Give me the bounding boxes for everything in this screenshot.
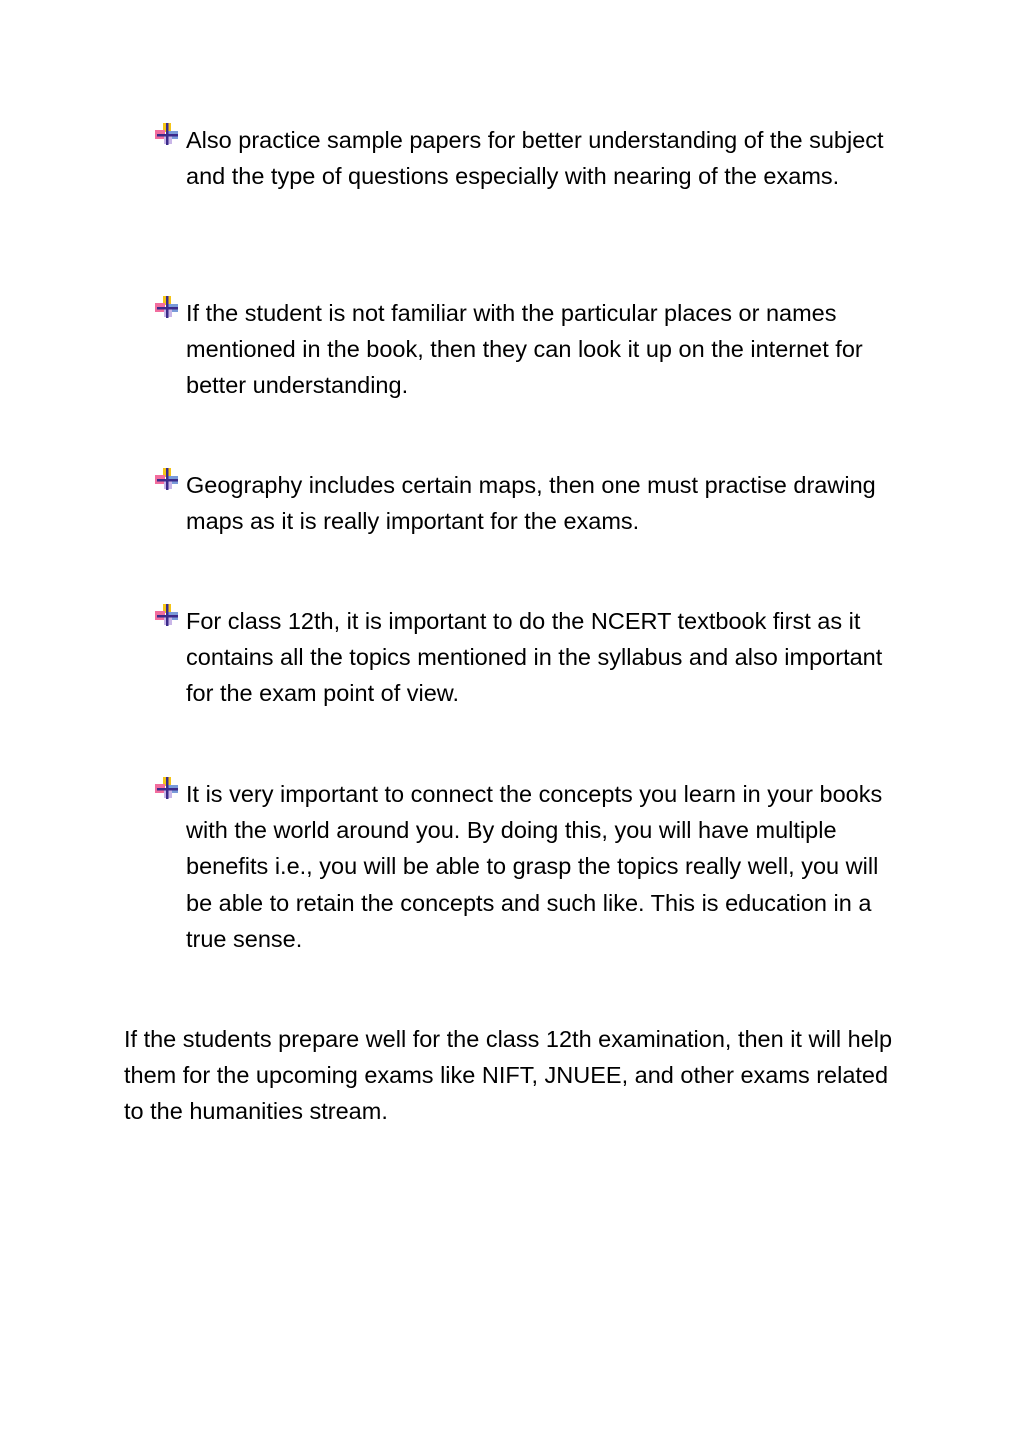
colored-squares-bullet-icon bbox=[155, 777, 179, 799]
colored-squares-bullet-icon bbox=[155, 604, 179, 626]
bullet-text: For class 12th, it is important to do the NCERT textbook first as it contains all the topics mentioned in the syllabus and also important for the exam point of view. bbox=[186, 608, 883, 707]
closing-paragraph: If the students prepare well for the class 12th examination, then it will help them for the upcoming exams like NIFT, JNUEE, and other exams related to the humanities stream. bbox=[124, 1026, 893, 1125]
bullet-text: It is very important to connect the concepts you learn in your books with the world around you. By doing this, you will have multiple benefits i.e., you will be able to grasp the topics really well, you will be able to retain the concepts and such like. This is education in a true sense. bbox=[186, 781, 883, 952]
colored-squares-bullet-icon bbox=[155, 123, 179, 145]
bullet-text: If the student is not familiar with the particular places or names mentioned in the book, then they can look it up on the internet for better understanding. bbox=[186, 300, 863, 399]
bullet-text: Geography includes certain maps, then one must practise drawing maps as it is really important for the exams. bbox=[186, 472, 876, 535]
bullet-text: Also practice sample papers for better understanding of the subject and the type of questions especially with nearing of the exams. bbox=[186, 127, 884, 190]
colored-squares-bullet-icon bbox=[155, 296, 179, 318]
colored-squares-bullet-icon bbox=[155, 468, 179, 490]
